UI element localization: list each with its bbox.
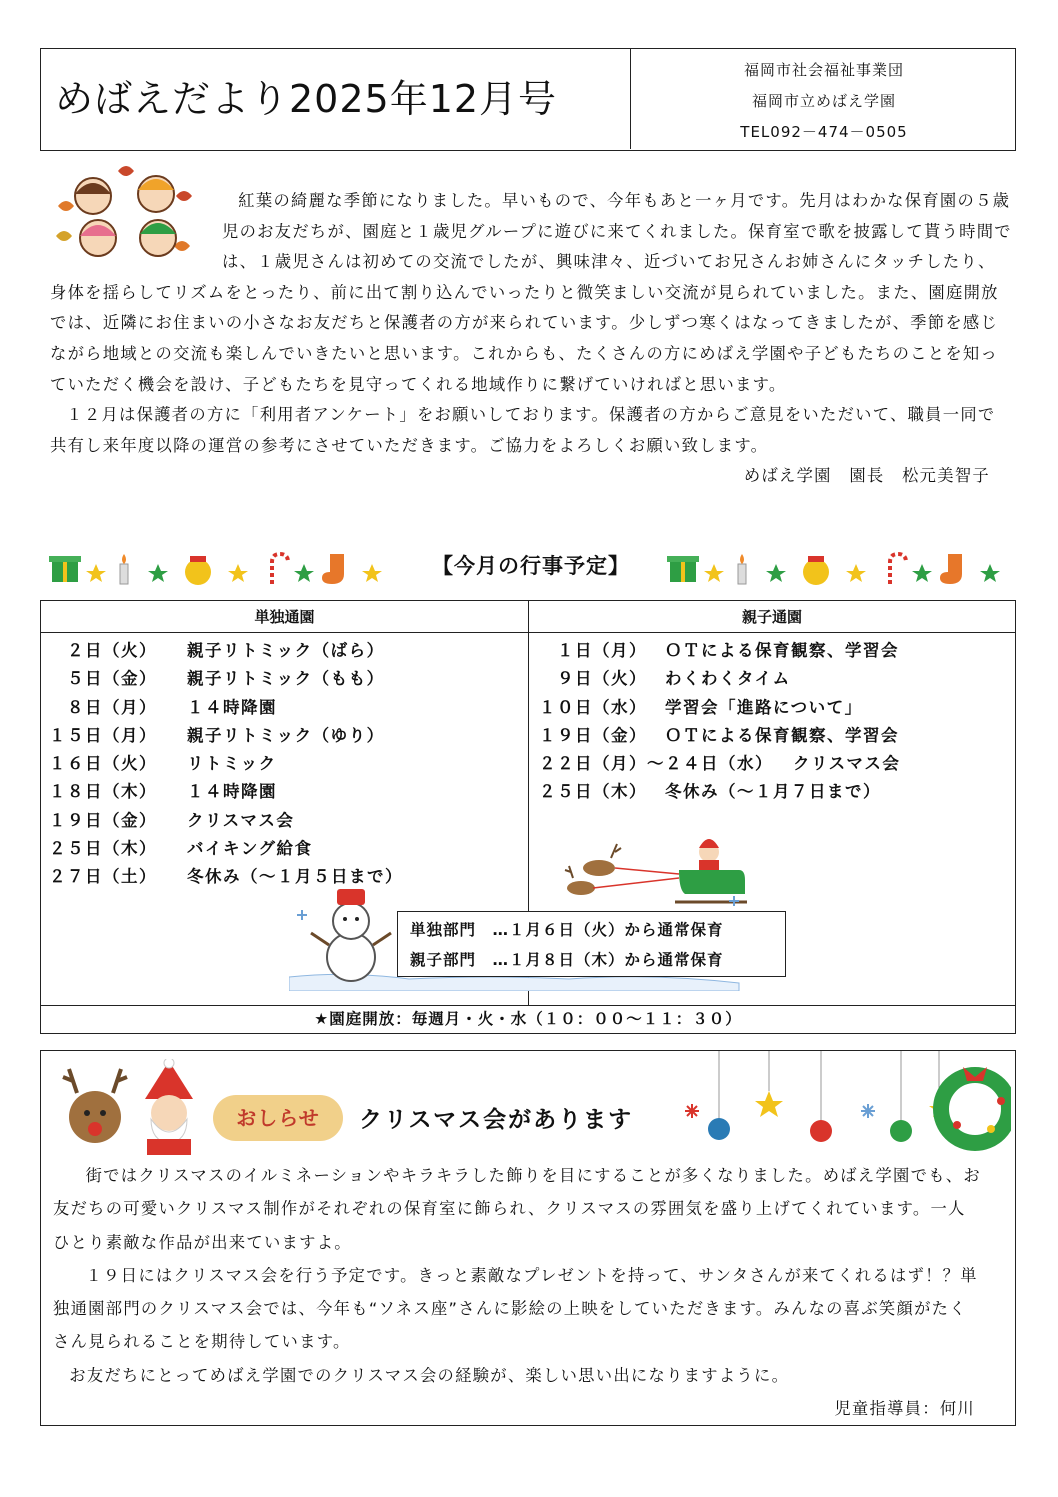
notice-badge: おしらせ: [213, 1095, 343, 1141]
event-name: 親子リトミック（ばら）: [187, 641, 385, 660]
event-name: 冬休み（～１月７日まで）: [665, 782, 881, 802]
event-date: １０日（水）: [539, 697, 647, 717]
star-icon: [980, 564, 1000, 582]
event-row: [49, 835, 403, 863]
intro-paragraph-2: １２月は保護者の方に「利用者アンケート」をお願いしております。保護者の方からご意見をいただいて、職員一同で共有し来年度以降の運営の参考にさせていただきます。ご協力をよろしくお願い致します。: [50, 405, 996, 455]
event-row: [49, 750, 403, 778]
principal-signature: めばえ学園 園長 松元美智子: [743, 466, 990, 486]
notice-solo: 単独部門 …１月６日（火）から通常保育: [410, 921, 724, 939]
event-schedule-table: [40, 600, 1016, 1034]
star-icon: [148, 564, 168, 582]
christmas-notice-section: [40, 1050, 1016, 1426]
event-date: ２５日（木）: [539, 782, 647, 802]
star-icon: [912, 564, 932, 582]
star-icon: [294, 564, 314, 582]
event-name: わくわくタイム: [665, 669, 791, 689]
event-date: ２５日（木）: [49, 839, 157, 859]
event-date: ２２日（月）～２４日（水）: [539, 754, 773, 774]
intro-paragraph-1: 紅葉の綺麗な季節になりました。早いもので、今年もあと一ヶ月です。先月はわかな保育園の５歳児のお友だちが、園庭と１歳児グループに遊びに来てくれました。保育室で歌を披露して貰う時間では、１歳児さんは初めての交流でしたが、興味津々、近づいてお兄さんお姉さんにタッチしたり、身体を揺らしてリズムをとったり、前に出て割り込んでいったりと微笑ましい交流が見られていました。また、園庭開放では、近隣にお住まいの小さなお友だちと保護者の方が来られています。少しずつ寒くはなってきましたが、季節を感じながら地域との交流も楽しんでいきたいと思います。これからも、たくさんの方にめばえ学園や子どもたちのことを知っていただく機会を設け、子どもたちを見守ってくれる地域作りに繋げていければと思います。: [50, 191, 1012, 394]
event-row: [539, 637, 900, 665]
notice-paragraph-2: １９日にはクリスマス会を行う予定です。きっと素敵なプレゼントを持って、サンタさんが来てくれるはず！？単独通園部門のクリスマス会では、今年も“ソネス座”さんに影絵の上映をしていただきます。みんなの喜ぶ笑顔がたくさん見られることを期待しています。: [53, 1265, 978, 1352]
event-row: [49, 665, 403, 693]
event-row: [49, 722, 403, 750]
christmas-notice-body: [53, 1159, 983, 1425]
star-icon: [846, 564, 866, 582]
stocking-icon: [322, 554, 344, 584]
gift-icon: [49, 556, 81, 582]
christmas-ornaments-wreath-illustration: [671, 1051, 1011, 1157]
org-line-2: 福岡市立めばえ学園: [751, 92, 896, 110]
stocking-icon: [940, 554, 962, 584]
event-name: クリスマス会: [187, 810, 295, 830]
event-name: １４時降園: [187, 782, 277, 802]
event-name: 学習会「進路について」: [665, 697, 863, 717]
org-line-1: 福岡市社会福祉事業団: [743, 61, 904, 79]
event-date: １日（月）: [539, 641, 647, 660]
christmas-party-title: クリスマス会があります: [359, 1107, 634, 1133]
event-name: 親子リトミック（もも）: [187, 669, 385, 689]
parent-child-events: [539, 637, 900, 807]
event-name: リトミック: [187, 754, 277, 774]
santa-icon: [145, 1059, 193, 1155]
event-name: クリスマス会: [793, 754, 901, 774]
star-icon: [362, 564, 382, 582]
event-date: １９日（金）: [49, 810, 157, 830]
event-row: [539, 722, 900, 750]
ornament-icon: [708, 1051, 912, 1142]
event-date: ２７日（土）: [49, 867, 157, 887]
candy-cane-icon: [272, 554, 288, 584]
candy-cane-icon: [890, 554, 906, 584]
event-date: １５日（月）: [49, 725, 157, 745]
wreath-icon: [941, 1067, 1009, 1143]
new-year-resume-notice: [397, 911, 786, 977]
events-section-title: 【今月の行事予定】: [432, 554, 630, 578]
notice-parent-child: 親子部門 …１月８日（木）から通常保育: [410, 951, 724, 969]
header-box: [40, 48, 1016, 151]
christmas-decoration-row-left: [46, 550, 391, 586]
event-date: １８日（木）: [49, 782, 157, 802]
event-date: ５日（金）: [49, 669, 157, 689]
event-date: ２日（火）: [49, 641, 157, 660]
staff-signature: 児童指導員：何川: [834, 1399, 975, 1419]
event-row: [539, 778, 900, 806]
event-row: [539, 750, 900, 778]
notice-paragraph-3: お友だちにとってめばえ学園でのクリスマス会の経験が、楽しい思い出になりますように。: [69, 1365, 790, 1385]
event-name: 冬休み（～１月５日まで）: [187, 867, 403, 887]
star-icon: [704, 564, 724, 582]
event-name: ＯＴによる保育観察、学習会: [665, 641, 899, 660]
organization-info: [633, 49, 1015, 149]
solo-attendance-header: 単独通園: [41, 601, 528, 633]
intro-image-space: [50, 184, 222, 274]
candle-icon: [120, 554, 128, 584]
reindeer-santa-illustration: [61, 1059, 211, 1155]
star-icon: [228, 564, 248, 582]
present-bag-icon: [185, 556, 211, 585]
present-bag-icon: [803, 556, 829, 585]
event-row: [49, 807, 403, 835]
event-row: [539, 665, 900, 693]
event-name: バイキング給食: [187, 839, 313, 859]
event-row: [49, 694, 403, 722]
event-name: １４時降園: [187, 697, 277, 717]
candle-icon: [738, 554, 746, 584]
event-name: 親子リトミック（ゆり）: [187, 725, 385, 745]
event-row: [49, 637, 403, 665]
event-row: [49, 778, 403, 806]
solo-attendance-events: [49, 637, 403, 892]
parent-child-attendance-header: 親子通園: [529, 601, 1015, 633]
intro-section: [50, 186, 1012, 492]
event-date: １６日（火）: [49, 754, 157, 774]
gift-icon: [667, 556, 699, 582]
star-icon: [86, 564, 106, 582]
event-row: [539, 694, 900, 722]
star-icon: [755, 1051, 949, 1117]
event-date: ８日（月）: [49, 697, 157, 717]
event-date: ９日（火）: [539, 669, 647, 689]
snowman-icon: [311, 889, 391, 981]
notice-paragraph-1: 街ではクリスマスのイルミネーションやキラキラした飾りを目にすることが多くなりました。めばえ学園でも、お友だちの可愛いクリスマス制作がそれぞれの保育室に飾られ、クリスマスの雰囲気を盛り上げてくれています。一人ひとり素敵な作品が出来ていますよ。: [53, 1166, 981, 1252]
org-line-tel: TEL092－474－0505: [740, 123, 908, 141]
newsletter-title: めばえだより2025年12月号: [41, 49, 631, 149]
star-icon: [766, 564, 786, 582]
event-name: ＯＴによる保育観察、学習会: [665, 725, 899, 745]
garden-open-schedule: ★園庭開放：毎週月・火・水（１０：００～１１：３０）: [41, 1005, 1015, 1033]
event-date: １９日（金）: [539, 725, 647, 745]
snowflake-icon: [685, 1104, 875, 1118]
christmas-decoration-row-right: [664, 550, 1009, 586]
reindeer-icon: [63, 1069, 127, 1143]
